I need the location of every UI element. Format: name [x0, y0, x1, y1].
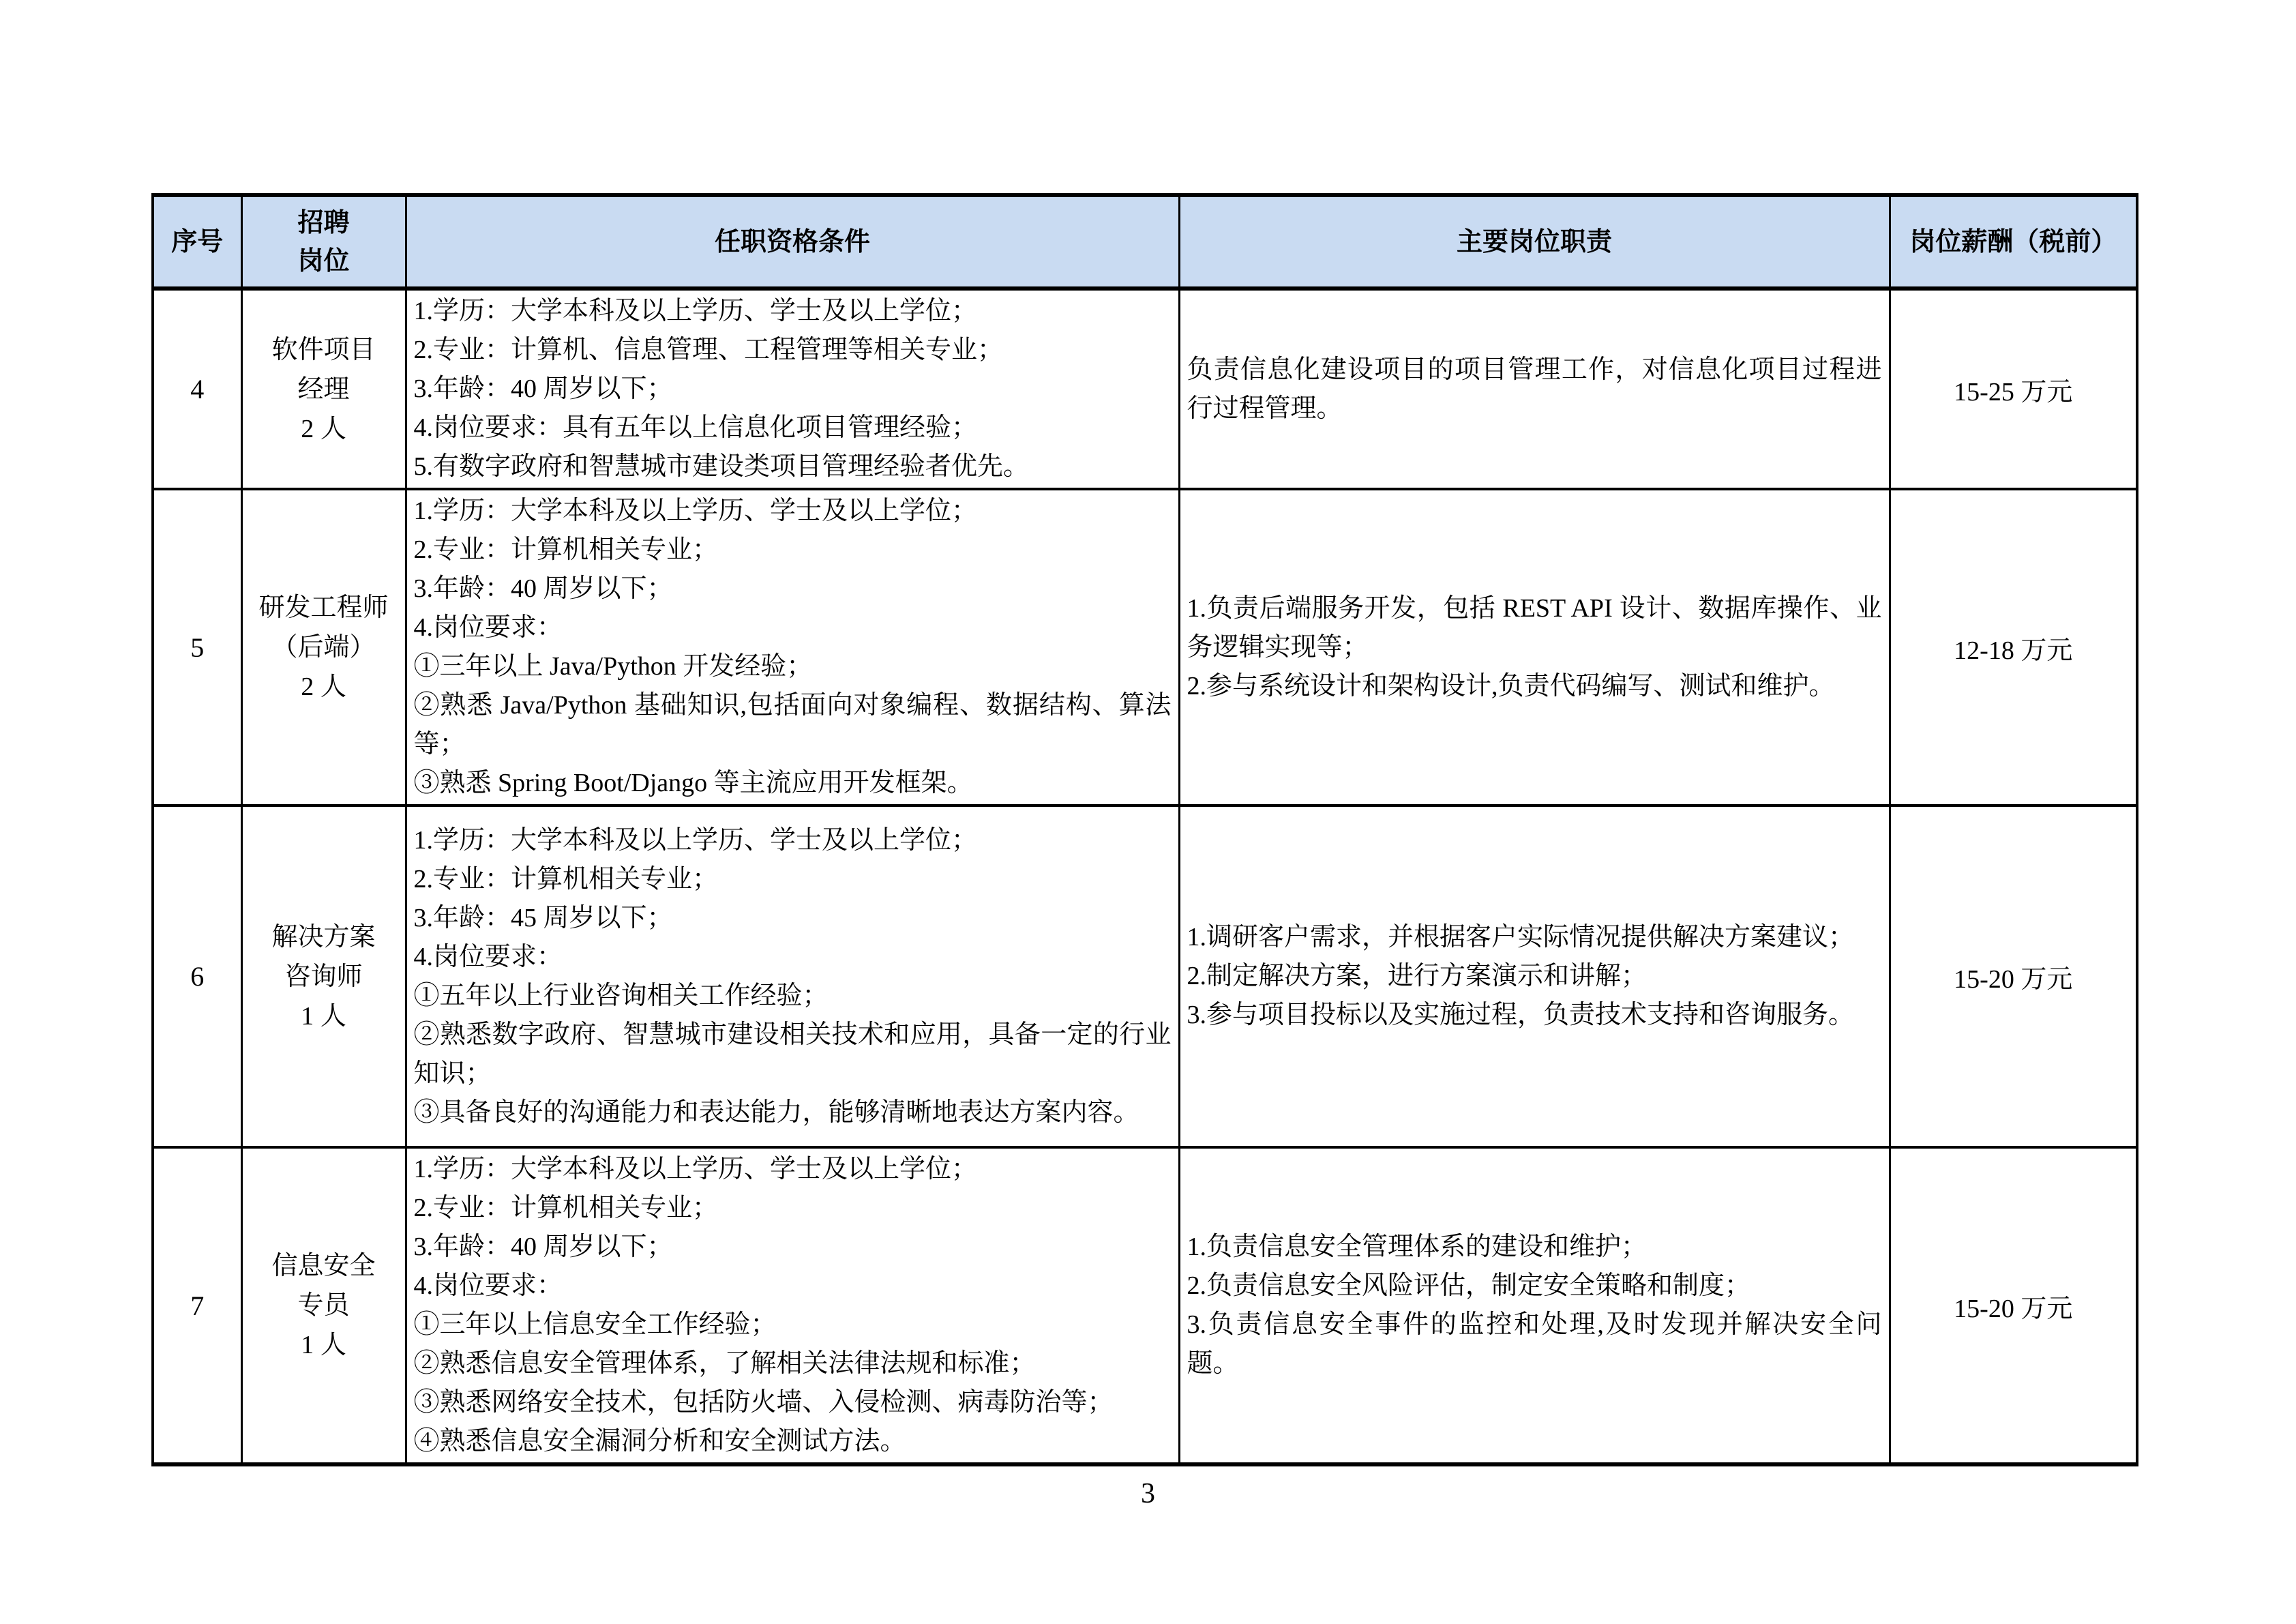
position-cell	[241, 489, 406, 806]
position-line: （后端）	[271, 633, 376, 662]
qualification-item: 3.年龄：40 周岁以下；	[413, 574, 673, 603]
salary-cell: 15-20 万元	[1890, 1147, 2137, 1464]
position-line: 软件项目	[271, 335, 376, 364]
qualification-item: 2.专业：计算机相关专业；	[413, 1194, 719, 1222]
responsibility-item: 2.制定解决方案，进行方案演示和讲解；	[1187, 962, 1648, 990]
qualification-item: 4.岗位要求：	[413, 942, 563, 971]
qualification-item: ②熟悉数字政府、智慧城市建设相关技术和应用，具备一定的行业知识；	[413, 1020, 1172, 1088]
responsibilities-cell	[1179, 489, 1890, 806]
seq-cell: 4	[153, 289, 241, 489]
header-position	[241, 195, 406, 289]
qualification-item: ①三年以上信息安全工作经验；	[413, 1310, 777, 1339]
recruitment-table	[151, 193, 2138, 1466]
position-cell	[241, 1147, 406, 1464]
responsibility-item: 1.负责后端服务开发，包括 REST API 设计、数据库操作、业务逻辑实现等；	[1187, 593, 1882, 662]
table-row	[153, 489, 2137, 806]
qualifications-cell	[406, 1147, 1179, 1464]
qualification-item: ③具备良好的沟通能力和表达能力，能够清晰地表达方案内容。	[413, 1097, 1139, 1127]
position-line: 解决方案	[271, 922, 376, 951]
qualification-item: 5.有数字政府和智慧城市建设类项目管理经验者优先。	[413, 452, 1030, 481]
responsibilities-cell	[1179, 806, 1890, 1147]
qualification-item: ④熟悉信息安全漏洞分析和安全测试方法。	[413, 1427, 906, 1456]
qualification-item: 1.学历：大学本科及以上学历、学士及以上学位；	[413, 1155, 978, 1183]
header-responsibilities: 主要岗位职责	[1179, 195, 1890, 289]
seq-cell: 6	[153, 806, 241, 1147]
seq-cell: 5	[153, 489, 241, 806]
qualification-item: 3.年龄：40 周岁以下；	[413, 374, 673, 403]
responsibilities-cell	[1179, 1147, 1890, 1464]
responsibility-item: 1.调研客户需求，并根据客户实际情况提供解决方案建议；	[1187, 923, 1855, 951]
qualification-item: 2.专业：计算机、信息管理、工程管理等相关专业；	[413, 336, 1004, 364]
position-line: 1 人	[301, 1331, 346, 1359]
responsibility-item: 2.负责信息安全风险评估，制定安全策略和制度；	[1187, 1271, 1751, 1300]
header-qualifications: 任职资格条件	[406, 195, 1179, 289]
position-line: 研发工程师	[258, 593, 389, 622]
position-cell	[241, 289, 406, 489]
salary-cell: 15-20 万元	[1890, 806, 2137, 1147]
table-header-row	[153, 195, 2137, 289]
position-line: 信息安全	[271, 1252, 376, 1280]
salary-cell: 12-18 万元	[1890, 489, 2137, 806]
responsibility-item: 1.负责信息安全管理体系的建设和维护；	[1187, 1232, 1648, 1261]
responsibilities-cell	[1179, 289, 1890, 489]
qualification-item: 2.专业：计算机相关专业；	[413, 535, 719, 564]
qualification-item: 2.专业：计算机相关专业；	[413, 864, 719, 894]
qualification-item: ②熟悉信息安全管理体系，了解相关法律法规和标准；	[413, 1349, 1036, 1378]
qualification-item: ②熟悉 Java/Python 基础知识,包括面向对象编程、数据结构、算法等；	[413, 691, 1172, 758]
qualification-item: ①五年以上行业咨询相关工作经验；	[413, 981, 829, 1010]
qualification-item: 3.年龄：40 周岁以下；	[413, 1232, 673, 1261]
qualification-item: 1.学历：大学本科及以上学历、学士及以上学位；	[413, 497, 978, 525]
qualification-item: ①三年以上 Java/Python 开发经验；	[413, 652, 813, 681]
qualifications-cell	[406, 806, 1179, 1147]
header-position-line: 招聘	[297, 208, 350, 237]
salary-cell: 15-25 万元	[1890, 289, 2137, 489]
qualification-item: 1.学历：大学本科及以上学历、学士及以上学位；	[413, 825, 978, 855]
seq-cell: 7	[153, 1147, 241, 1464]
responsibility-item: 3.负责信息安全事件的监控和处理,及时发现并解决安全问题。	[1187, 1310, 1882, 1378]
qualification-item: 3.年龄：45 周岁以下；	[413, 903, 673, 932]
table-row	[153, 289, 2137, 489]
header-salary: 岗位薪酬（税前）	[1890, 195, 2137, 289]
qualification-item: ③熟悉网络安全技术，包括防火墙、入侵检测、病毒防治等；	[413, 1388, 1114, 1417]
qualification-item: 4.岗位要求：	[413, 613, 563, 642]
position-line: 2 人	[301, 414, 346, 443]
position-line: 经理	[297, 374, 350, 404]
responsibility-item: 3.参与项目投标以及实施过程，负责技术支持和咨询服务。	[1187, 1001, 1855, 1029]
position-line: 2 人	[301, 673, 346, 701]
header-seq: 序号	[153, 195, 241, 289]
position-line: 咨询师	[284, 962, 363, 991]
position-line: 专员	[297, 1291, 350, 1320]
page-number: 3	[1141, 1478, 1155, 1509]
qualification-item: ③熟悉 Spring Boot/Django 等主流应用开发框架。	[413, 769, 973, 797]
responsibility-item: 2.参与系统设计和架构设计,负责代码编写、测试和维护。	[1187, 671, 1835, 700]
qualification-item: 4.岗位要求：具有五年以上信息化项目管理经验；	[413, 413, 978, 442]
qualifications-cell	[406, 489, 1179, 806]
position-line: 1 人	[301, 1001, 346, 1031]
table-row	[153, 806, 2137, 1147]
qualifications-cell	[406, 289, 1179, 489]
table-row	[153, 1147, 2137, 1464]
header-position-line: 岗位	[297, 246, 350, 276]
responsibility-item: 负责信息化建设项目的项目管理工作，对信息化项目过程进行过程管理。	[1187, 355, 1882, 423]
qualification-item: 1.学历：大学本科及以上学历、学士及以上学位；	[413, 297, 978, 325]
position-cell	[241, 806, 406, 1147]
qualification-item: 4.岗位要求：	[413, 1271, 563, 1300]
